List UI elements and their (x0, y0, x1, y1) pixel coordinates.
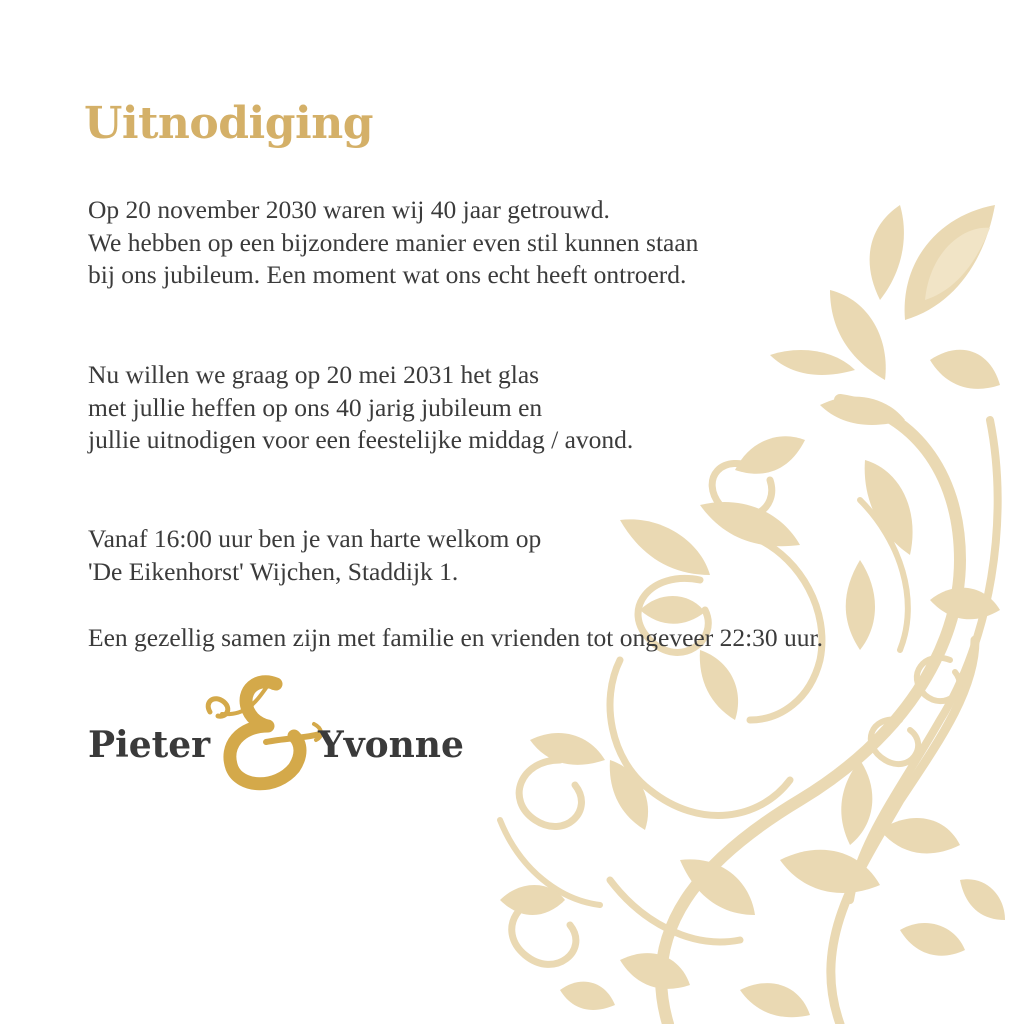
invitation-title: Uitnodiging (84, 98, 373, 149)
text-line: 'De Eikenhorst' Wijchen, Staddijk 1. (88, 556, 459, 586)
text-line: bij ons jubileum. Een moment wat ons echt heeft ontroerd. (88, 260, 687, 289)
paragraph-invitation (88, 359, 633, 457)
text-line: jullie uitnodigen voor een feestelijke middag / avond. (88, 425, 634, 454)
text-line: met jullie heffen op ons 40 jarig jubileum en (88, 392, 543, 422)
text-line: We hebben op een bijzondere manier even stil kunnen staan (88, 227, 699, 257)
text-line: Vanaf 16:00 uur ben je van harte welkom op (88, 524, 542, 553)
ampersand-icon (196, 672, 326, 797)
text-line: Op 20 november 2030 waren wij 40 jaar getrouwd. (88, 195, 610, 224)
text-line: Een gezellig samen zijn met familie en vrienden tot ongeveer 22:30 uur. (88, 623, 824, 652)
paragraph-anniversary (88, 194, 698, 292)
paragraph-venue (88, 523, 541, 588)
name-pieter: Pieter (88, 724, 211, 766)
text-line: Nu willen we graag op 20 mei 2031 het glas (88, 360, 540, 389)
signature (88, 672, 508, 802)
name-yvonne: Yvonne (318, 724, 464, 766)
paragraph-closing-time (88, 622, 823, 655)
